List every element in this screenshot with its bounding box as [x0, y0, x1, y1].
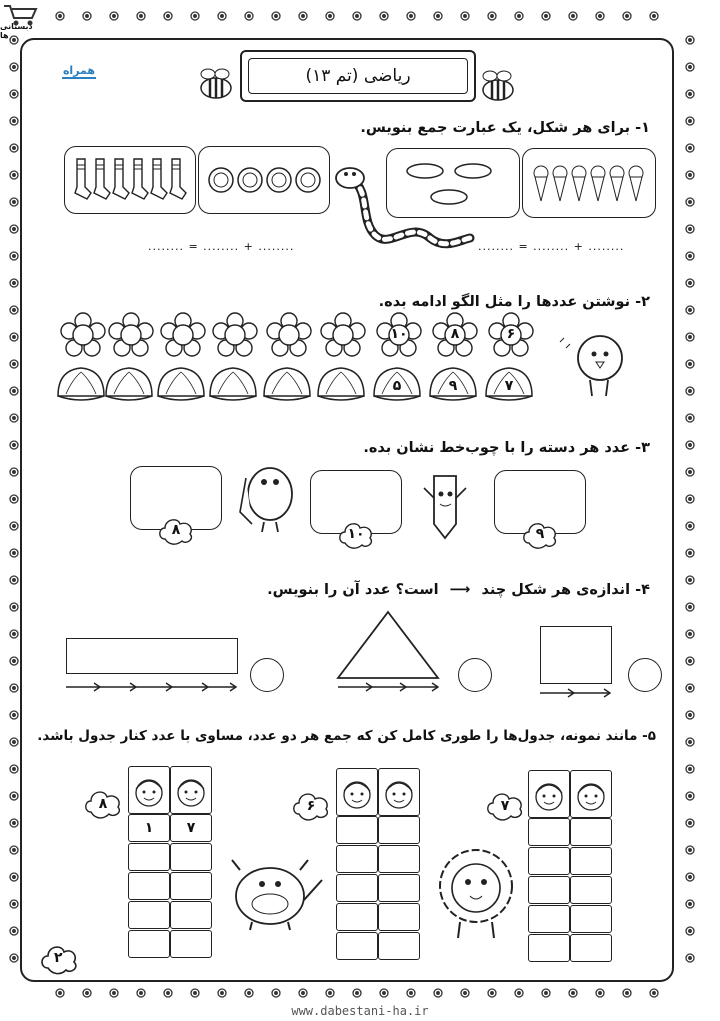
shell-icon	[260, 364, 314, 404]
table-cell[interactable]	[336, 932, 378, 960]
flower-item[interactable]	[432, 312, 478, 358]
page-title: ریاضی (تم ۱۳)	[305, 66, 411, 86]
flower-item[interactable]	[266, 312, 312, 358]
table-cell[interactable]	[528, 876, 570, 904]
shell-item[interactable]	[54, 364, 108, 404]
shell-icon	[314, 364, 368, 404]
shell-item[interactable]	[102, 364, 156, 404]
arrow-ruler-triangle	[336, 680, 442, 694]
table-cell[interactable]	[378, 845, 420, 873]
question-4	[267, 582, 650, 598]
target-number-cloud	[486, 790, 524, 822]
arrow-icon: ⟶	[449, 582, 471, 598]
table-cell[interactable]	[170, 930, 212, 958]
answer-circle[interactable]	[458, 658, 492, 692]
answer-circle[interactable]	[628, 658, 662, 692]
bee-icon	[196, 66, 236, 102]
target-number-cloud	[84, 788, 122, 820]
table-cell[interactable]: ۷	[170, 814, 212, 842]
shell-number: ۵	[392, 378, 402, 394]
triangle-shape	[336, 610, 440, 680]
table-cell[interactable]: ۱	[128, 814, 170, 842]
title-plate	[240, 50, 476, 102]
socks-icon	[65, 147, 195, 213]
shell-item[interactable]	[260, 364, 314, 404]
bird-icon	[236, 452, 300, 534]
shell-icon	[206, 364, 260, 404]
shell-item[interactable]	[426, 364, 480, 404]
flower-icon	[160, 312, 206, 358]
sum-blank-left[interactable]: ........ + ........ = ........	[148, 240, 295, 253]
flower-icon	[212, 312, 258, 358]
table-cell[interactable]	[570, 818, 612, 846]
face-icon	[571, 771, 611, 817]
shell-number: ۹	[448, 378, 458, 394]
slippers-box	[386, 148, 520, 218]
table-cell[interactable]	[128, 872, 170, 900]
shell-item[interactable]	[154, 364, 208, 404]
target-number-cloud	[292, 790, 330, 822]
shell-number: ۷	[504, 378, 514, 394]
table-cell[interactable]	[378, 874, 420, 902]
page-number: ۲	[54, 950, 63, 966]
shell-icon	[54, 364, 108, 404]
arrow-ruler-rectangle	[64, 680, 240, 694]
socks-box	[64, 146, 196, 214]
table-cell[interactable]	[570, 847, 612, 875]
table-cell[interactable]	[528, 905, 570, 933]
table-cell[interactable]	[128, 843, 170, 871]
flower-number: ۶	[506, 326, 516, 342]
shell-item[interactable]	[314, 364, 368, 404]
group-count: ۸	[171, 522, 181, 538]
rectangle-shape	[66, 638, 238, 674]
table-cell[interactable]	[570, 876, 612, 904]
bee-icon	[478, 68, 518, 104]
table-cell[interactable]	[570, 905, 612, 933]
icecream-icon	[523, 149, 655, 217]
table-cell[interactable]	[528, 818, 570, 846]
question-4-text-after: است؟ عدد آن را بنویس.	[267, 582, 439, 598]
flower-item[interactable]	[376, 312, 422, 358]
table-cell[interactable]	[570, 934, 612, 962]
target-number: ۷	[500, 798, 510, 814]
brand-logo-text: همراه	[62, 64, 96, 77]
face-icon	[171, 767, 211, 813]
table-cell[interactable]	[170, 901, 212, 929]
square-shape	[540, 626, 612, 684]
boy-face-icon	[378, 768, 420, 816]
flower-item[interactable]	[160, 312, 206, 358]
flower-icon	[266, 312, 312, 358]
table-cell[interactable]	[528, 934, 570, 962]
flower-number: ۱۰	[390, 326, 408, 342]
group-count: ۹	[535, 526, 545, 542]
table-cell[interactable]	[336, 845, 378, 873]
arrow-ruler-square	[538, 686, 614, 700]
question-3: ۳- عدد هر دسته را با چوب‌خط نشان بده.	[363, 440, 650, 456]
cow-icon	[222, 850, 328, 932]
shell-item[interactable]	[482, 364, 536, 404]
table-cell[interactable]	[336, 816, 378, 844]
girl-face-icon	[336, 768, 378, 816]
question-1: ۱- برای هر شکل، یک عبارت جمع بنویس.	[360, 120, 650, 136]
slipper-icon	[387, 149, 519, 217]
chick-icon	[556, 328, 630, 402]
flower-item[interactable]	[108, 312, 154, 358]
lion-icon	[432, 846, 522, 942]
corner-logo-text: دبستانی ها	[0, 22, 33, 40]
flower-icon	[108, 312, 154, 358]
group-count-cloud	[338, 520, 374, 550]
table-cell[interactable]	[170, 872, 212, 900]
shell-item[interactable]	[370, 364, 424, 404]
question-4-text: ۴- اندازه‌ی هر شکل چند	[481, 582, 650, 598]
table-cell[interactable]	[378, 932, 420, 960]
buttons-box	[198, 146, 330, 214]
face-icon	[337, 769, 377, 815]
icecream-box	[522, 148, 656, 218]
flower-icon	[60, 312, 106, 358]
face-icon	[529, 771, 569, 817]
group-count-cloud	[158, 516, 194, 546]
group-count-cloud	[522, 520, 558, 550]
table-cell[interactable]	[170, 843, 212, 871]
table-cell[interactable]	[128, 930, 170, 958]
flower-item[interactable]	[320, 312, 366, 358]
table-cell[interactable]	[336, 874, 378, 902]
shell-icon	[102, 364, 156, 404]
question-2: ۲- نوشتن عددها را مثل الگو ادامه بده.	[378, 294, 650, 310]
boy-face-icon	[570, 770, 612, 818]
girl-face-icon	[528, 770, 570, 818]
shell-item[interactable]	[206, 364, 260, 404]
target-number: ۶	[306, 798, 316, 814]
question-5: ۵- مانند نمونه، جدول‌ها را طوری کامل کن که جمع هر دو عدد، مساوی با عدد کنار جدول باشد.	[37, 728, 656, 744]
button-icon	[199, 147, 329, 213]
flower-icon	[320, 312, 366, 358]
corner-logo	[0, 0, 42, 40]
sum-blank-right[interactable]: ........ + ........ = ........	[478, 240, 625, 253]
brand-logo	[62, 60, 96, 92]
footer-url[interactable]: www.dabestani-ha.ir	[291, 1004, 429, 1018]
table-cell[interactable]	[378, 903, 420, 931]
group-count: ۱۰	[347, 526, 365, 542]
target-number: ۸	[98, 796, 108, 812]
table-cell[interactable]	[336, 903, 378, 931]
face-icon	[379, 769, 419, 815]
flower-item[interactable]	[60, 312, 106, 358]
flower-item[interactable]	[488, 312, 534, 358]
flower-number: ۸	[450, 326, 460, 342]
page-number-badge	[40, 942, 78, 976]
flower-item[interactable]	[212, 312, 258, 358]
table-cell[interactable]	[128, 901, 170, 929]
table-cell[interactable]	[528, 847, 570, 875]
table-cell[interactable]	[378, 816, 420, 844]
face-icon	[129, 767, 169, 813]
boy-face-icon	[170, 766, 212, 814]
girl-face-icon	[128, 766, 170, 814]
shell-icon	[154, 364, 208, 404]
answer-circle[interactable]	[250, 658, 284, 692]
pencil-character-icon	[420, 468, 470, 542]
